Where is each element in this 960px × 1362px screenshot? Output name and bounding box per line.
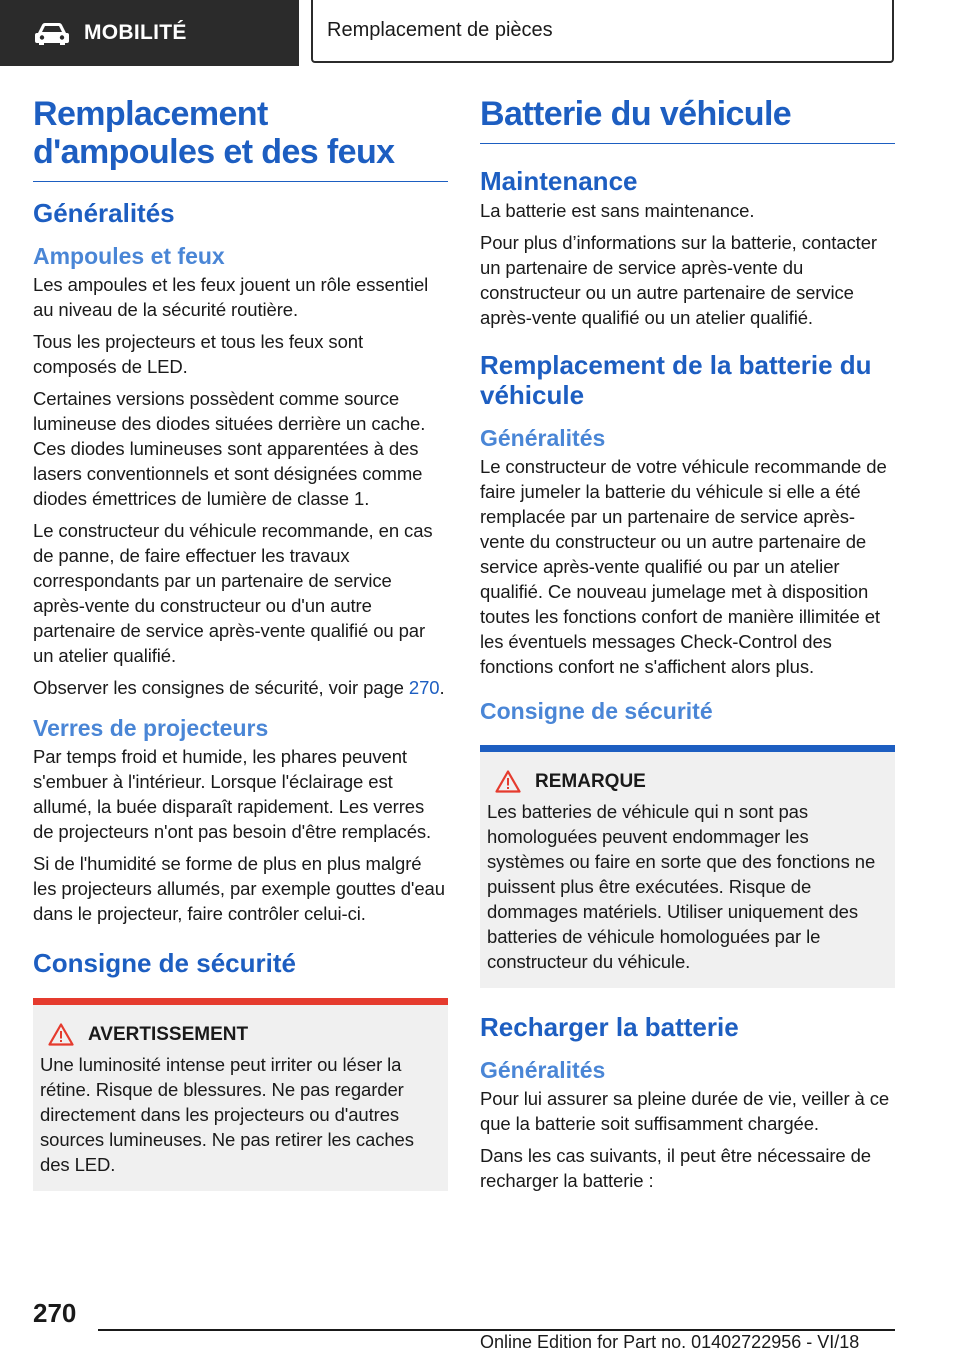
chapter-label: MOBILITÉ [84,21,187,44]
paragraph: Les ampoules et les feux jouent un rôle essentiel au niveau de la sécurité routière. [33,274,429,320]
heading-safety-note: Consigne de sécurité [33,948,296,978]
paragraph: La batterie est sans maintenance. [480,200,755,221]
heading-general: Généralités [33,198,175,228]
section-title: Remplacement de pièces [327,19,553,41]
paragraph: Le constructeur du véhicule recommande, en cas de panne, de faire effectuer les travaux correspondants par un partenaire de service après-vente du constructeur ou d'un autre partenaire de service après-vente qualifié ou par un atelier qualifié. [33,520,433,666]
paragraph: Le constructeur de votre véhicule recommande de faire jumeler la batterie du véhicule si elle a été remplacée par un partenaire de service après-vente du constructeur ou un autre partenaire de service après-vente qualifié ou par un atelier qualifié. Ce nouveau jumelage met à disposition toutes les fonctions confort de manière illimitée et les éventuels messages Check-Control des fonctions confort ne s'affichent alors plus. [480,456,887,677]
heading-maintenance: Maintenance [480,166,638,196]
heading-light-bulbs: Remplacement d'ampoules et des feux [33,95,448,182]
paragraph-safety-reference: Observer les consignes de sécurité, voir page 270. [33,677,445,698]
page-number: 270 [33,1298,77,1328]
footer-divider [98,1329,895,1331]
notice-box [480,745,895,988]
warning-triangle-icon [495,770,521,793]
paragraph: Pour lui assurer sa pleine durée de vie, veiller à ce que la batterie soit suffisamment chargée. [480,1088,890,1134]
heading-charge-battery: Recharger la batterie [480,1012,739,1042]
paragraph: Par temps froid et humide, les phares peuvent s'embuer à l'intérieur. Lorsque l'éclairage est allumé, la buée disparaît rapidement. Les verres de projecteurs n'ont pas besoin d'être remplacés. [33,746,432,842]
right-column [480,95,895,1200]
notice-title: REMARQUE [535,770,646,792]
warning-triangle-icon [48,1023,74,1046]
warning-title: AVERTISSEMENT [88,1023,249,1045]
edition-info: Online Edition for Part no. 01402722956 - VI/18 [480,1332,860,1352]
warning-text: Une luminosité intense peut irriter ou léser la rétine. Risque de blessures. Ne pas regarder directement dans les projecteurs ou d'autres sources lumineuses. Ne pas retirer les caches des LED. [40,1054,414,1175]
warning-box [33,998,448,1191]
heading-general: Généralités [480,1057,606,1083]
paragraph: Dans les cas suivants, il peut être nécessaire de recharger la batterie : [480,1145,871,1191]
paragraph: Certaines versions possèdent comme source lumineuse des diodes situées derrière un cache. Ces diodes lumineuses sont apparentées à des lasers conventionnels et sont désignées comme diodes émettrices de lumière de classe 1. [33,388,426,509]
heading-bulbs-and-lights: Ampoules et feux [33,243,225,269]
chapter-tab[interactable] [0,0,299,66]
left-column [33,95,448,1191]
paragraph: Tous les projecteurs et tous les feux sont composés de LED. [33,331,364,377]
heading-battery-replacement: Remplacement de la batterie du véhicule [480,350,872,410]
paragraph: Si de l'humidité se forme de plus en plus malgré les projecteurs allumés, par exemple gouttes d'eau dans le projecteur, faire contrôler celui-ci. [33,853,445,924]
heading-vehicle-battery: Batterie du véhicule [480,95,895,144]
heading-safety-note: Consigne de sécurité [480,698,713,724]
heading-general: Généralités [480,425,606,451]
heading-headlight-lenses: Verres de projecteurs [33,715,269,741]
notice-text: Les batteries de véhicule qui n sont pas homologuées peuvent endommager les systèmes ou faire en sorte que des fonctions ne puissent plus être exécutées. Risque de dommages matériels. Utiliser uniquement des batteries de véhicule homologuées par le constructeur du véhicule. [487,801,876,972]
page-link[interactable]: 270 [408,677,440,698]
car-icon [34,21,70,45]
paragraph: Pour plus d’informations sur la batterie, contacter un partenaire de service après-vente du constructeur ou un autre partenaire de service après-vente qualifié ou un atelier qualifié. [480,232,877,328]
section-header [311,0,894,63]
